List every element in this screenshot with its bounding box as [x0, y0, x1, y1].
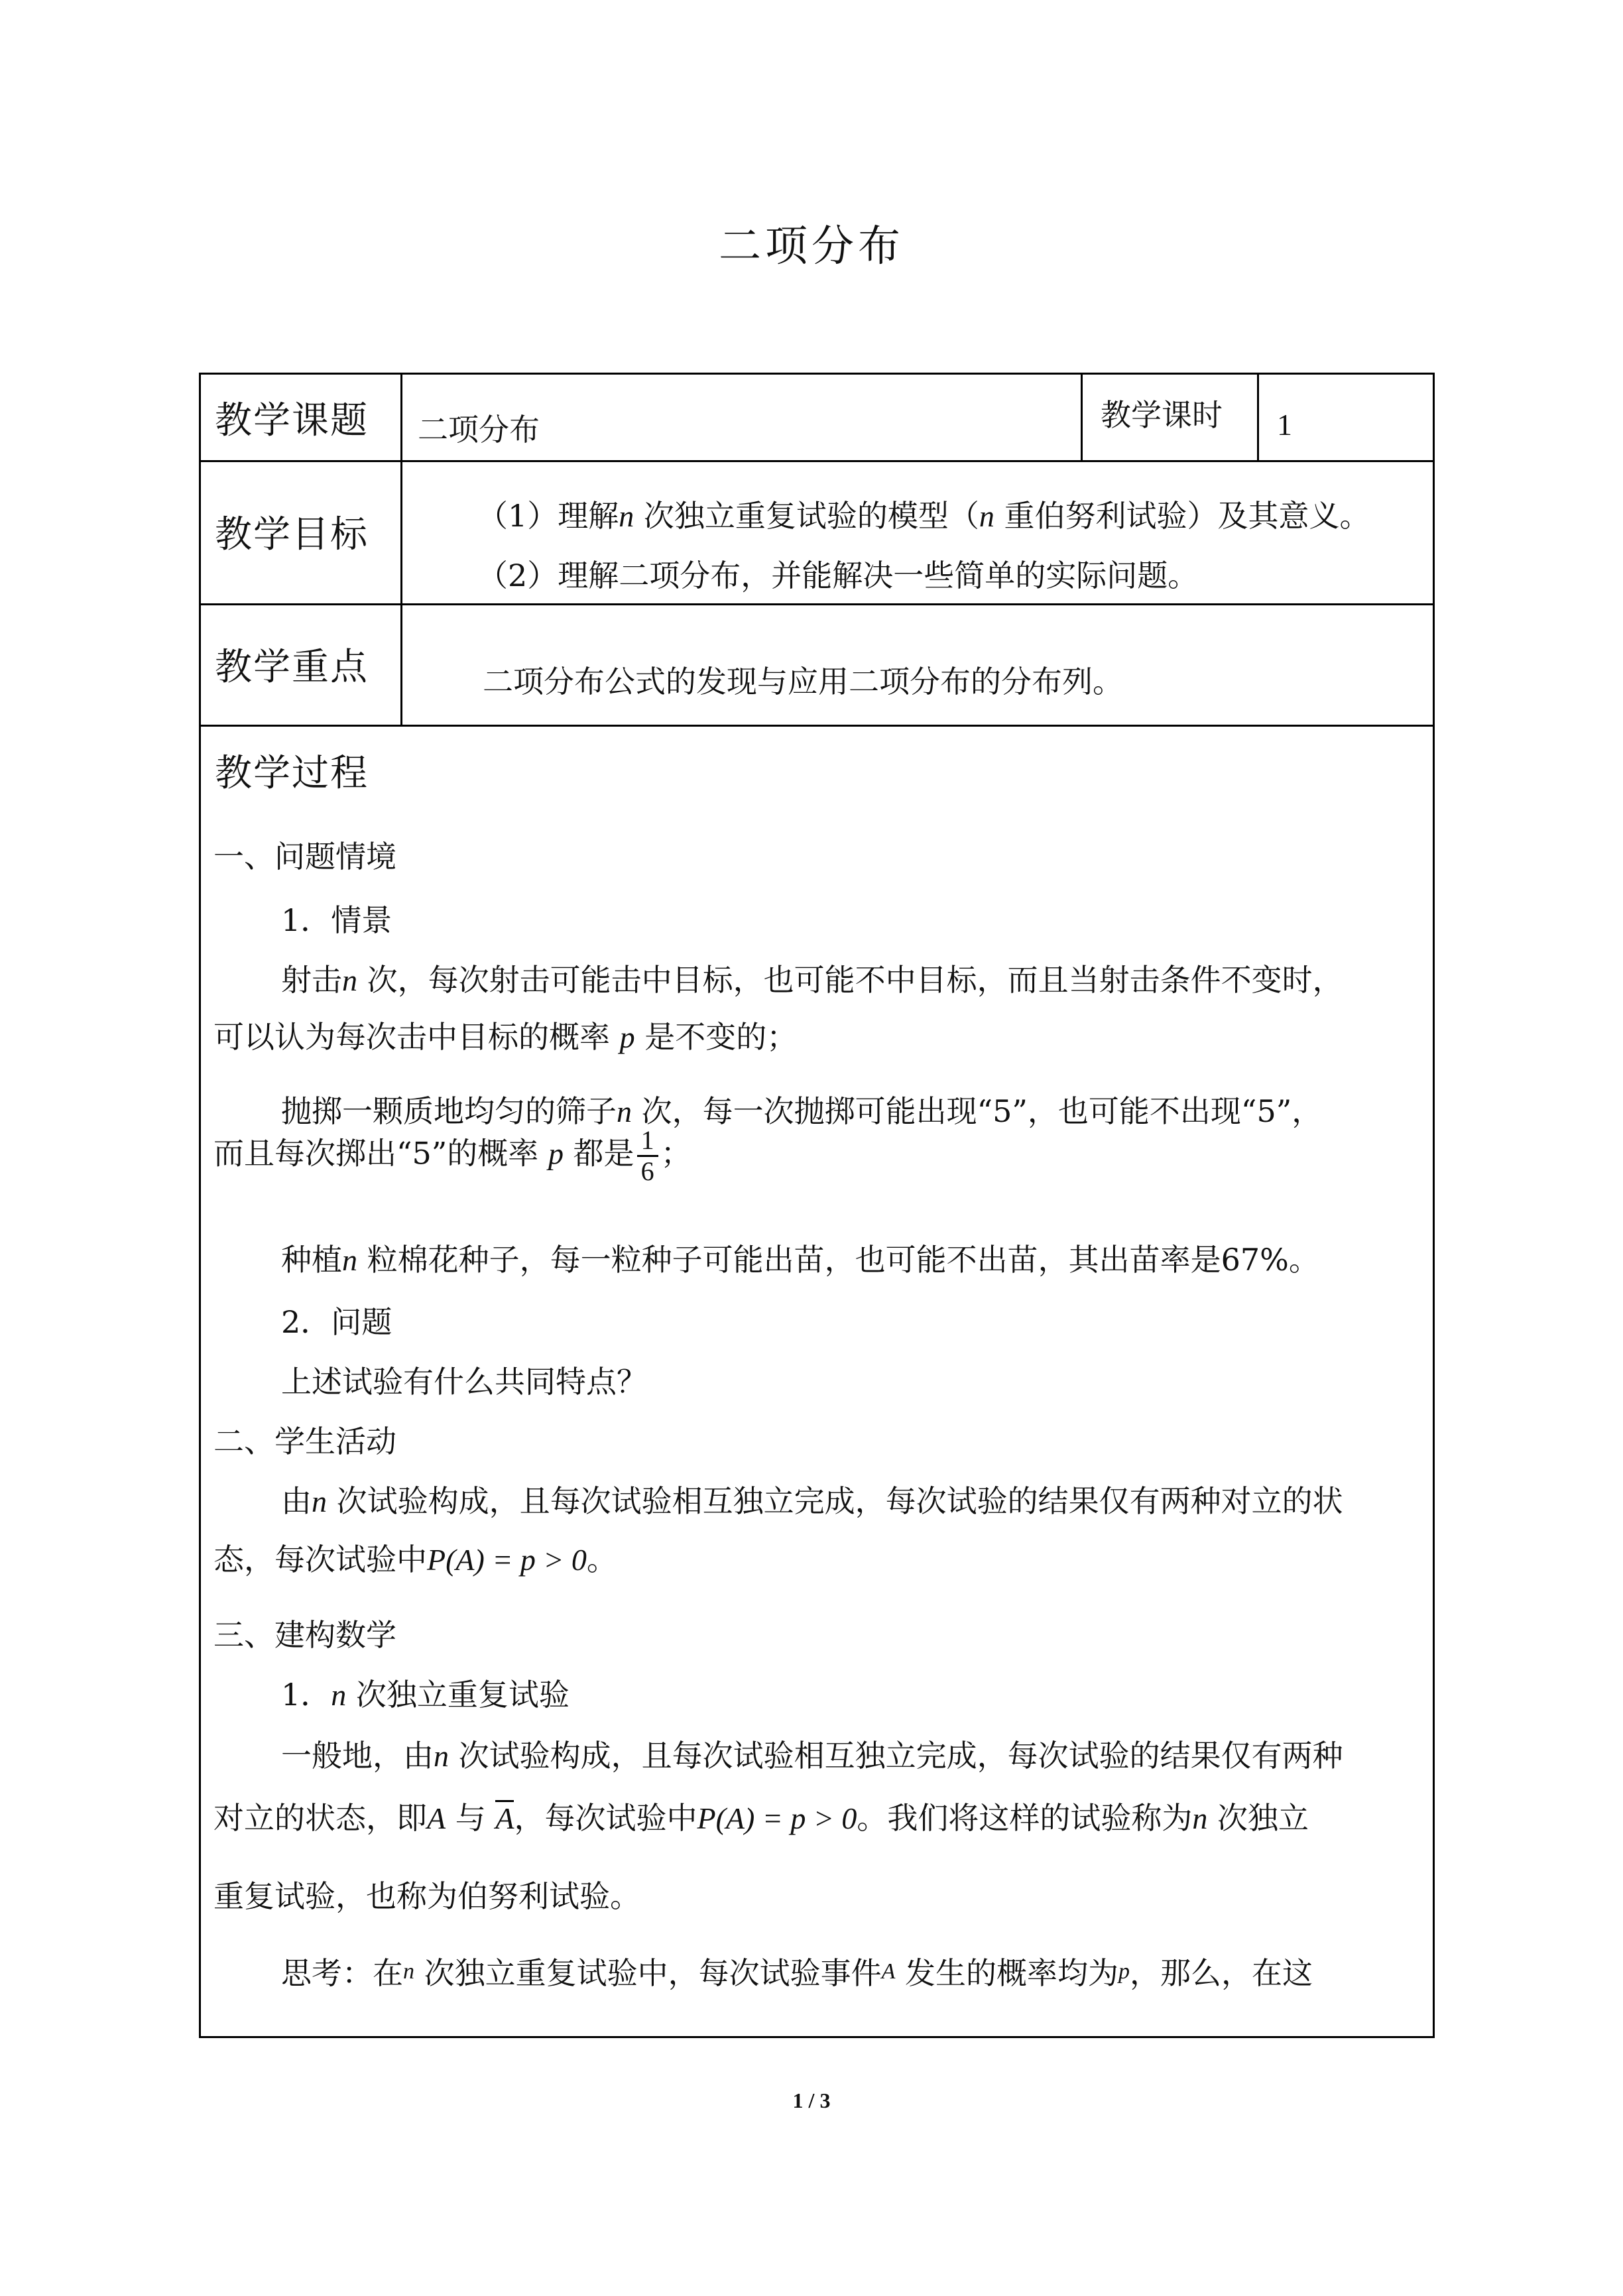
objective-item-1: （1）理解n 次独立重复试验的模型（n 重伯努利试验）及其意义。: [477, 498, 1370, 534]
thinking-line1: 思考：在n 次独立重复试验中，每次试验事件A 发生的概率均为p，那么，在这: [281, 1955, 1313, 1991]
keypoints-label: 教学重点: [215, 646, 369, 689]
table-divider-1: [199, 460, 1435, 462]
paragraph-shooting-line1: 射击n 次，每次射击可能击中目标，也可能不中目标，而且当射击条件不变时，: [281, 962, 1343, 998]
table-divider-2: [199, 603, 1435, 605]
paragraph-shooting-line2: 可以认为每次击中目标的概率 p 是不变的；: [213, 1019, 798, 1055]
paragraph-dice-line2: 而且每次掷出“5”的概率 p 都是 $\frac{1}{6}$ ；: [213, 1125, 691, 1186]
fraction-one-sixth: $\frac{1}{6}$: [637, 1126, 658, 1186]
a-complement-symbol: A: [495, 1801, 514, 1835]
hours-label-divider-left: [1081, 373, 1083, 460]
section-3-heading: 三、建构数学: [213, 1617, 396, 1653]
hours-label-divider-right: [1257, 373, 1259, 460]
objective-item-2: （2）理解二项分布，并能解决一些简单的实际问题。: [477, 558, 1199, 593]
topic-label: 教学课题: [215, 399, 369, 442]
question-text: 上述试验有什么共同特点？: [281, 1364, 647, 1400]
table-border-right: [1433, 373, 1435, 2038]
topic-value: 二项分布: [418, 412, 540, 448]
section-1-sub1: 1．情景: [281, 902, 392, 938]
definition-line1: 一般地，由n 次试验构成，且每次试验相互独立完成，每次试验的结果仅有两种: [281, 1738, 1343, 1774]
student-activity-line1: 由n 次试验构成，且每次试验相互独立完成，每次试验的结果仅有两种对立的状: [281, 1483, 1343, 1519]
page-number: 1 / 3: [792, 2088, 831, 2112]
definition-line3: 重复试验，也称为伯努利试验。: [213, 1878, 640, 1914]
hours-label: 教学课时: [1101, 397, 1223, 433]
document-title: 二项分布: [719, 222, 904, 271]
lesson-plan-table: [199, 373, 1435, 2038]
paragraph-dice-line1: 抛掷一颗质地均匀的筛子n 次，每一次抛掷可能出现“5”，也可能不出现“5”，: [281, 1093, 1323, 1129]
student-activity-line2: 态，每次试验中P(A) = p > 0。: [213, 1541, 617, 1577]
section-1-heading: 一、问题情境: [213, 839, 396, 875]
process-label: 教学过程: [215, 752, 369, 795]
hours-value: 1: [1277, 408, 1292, 442]
keypoints-text: 二项分布公式的发现与应用二项分布的分布列。: [483, 664, 1123, 699]
table-border-bottom: [199, 2036, 1435, 2038]
section-1-sub2: 2．问题: [281, 1304, 392, 1340]
objectives-label: 教学目标: [215, 513, 369, 556]
table-border-top: [199, 373, 1435, 375]
definition-line2: 对立的状态，即A 与 A，每次试验中P(A) = p > 0。我们将这样的试验称为n 次独立: [213, 1800, 1309, 1836]
section-3-sub1: 1．n 次独立重复试验: [281, 1677, 570, 1713]
section-2-heading: 二、学生活动: [213, 1423, 396, 1459]
label-column-divider: [400, 373, 402, 725]
table-divider-3: [199, 725, 1435, 727]
table-border-left: [199, 373, 201, 2038]
paragraph-seeds: 种植n 粒棉花种子，每一粒种子可能出苗，也可能不出苗，其出苗率是67%。: [281, 1242, 1319, 1278]
